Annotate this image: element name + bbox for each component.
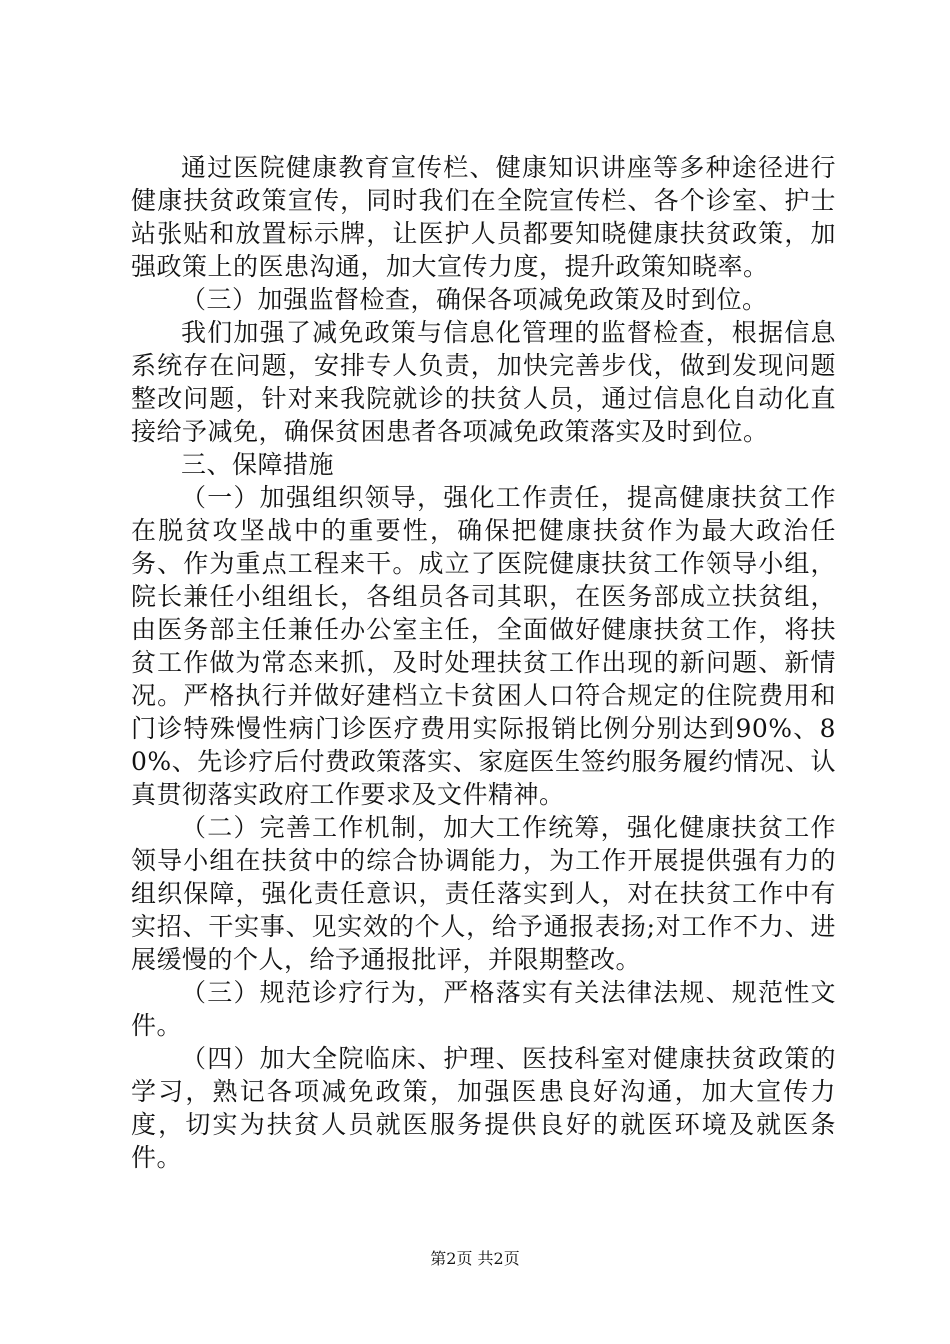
document-body — [131, 151, 836, 1174]
paragraph: 通过医院健康教育宣传栏、健康知识讲座等多种途径进行健康扶贫政策宣传，同时我们在全院宣传栏、各个诊室、护士站张贴和放置标示牌，让医护人员都要知晓健康扶贫政策，加强政策上的医患沟通，加大宣传力度，提升政策知晓率。 — [131, 153, 836, 281]
paragraph: （三）规范诊疗行为，严格落实有关法律法规、规范性文件。 — [131, 978, 836, 1040]
paragraph: （一）加强组织领导，强化工作责任，提高健康扶贫工作在脱贫攻坚战中的重要性，确保把健康扶贫作为最大政治任务、作为重点工程来干。成立了医院健康扶贫工作领导小组，院长兼任小组组长，各组员各司其职，在医务部成立扶贫组，由医务部主任兼任办公室主任，全面做好健康扶贫工作，将扶贫工作做为常态来抓，及时处理扶贫工作出现的新问题、新情况。严格执行并做好建档立卡贫困人口符合规定的住院费用和门诊特殊慢性病门诊医疗费用实际报销比例分别达到90%、80%、先诊疗后付费政策落实、家庭医生签约服务履约情况、认真贯彻落实政府工作要求及文件精神。 — [131, 483, 836, 809]
paragraph: （三）加强监督检查，确保各项减免政策及时到位。 — [181, 285, 768, 314]
paragraph: （四）加大全院临床、护理、医技科室对健康扶贫政策的学习，熟记各项减免政策，加强医患良好沟通，加大宣传力度，切实为扶贫人员就医服务提供良好的就医环境及就医条件。 — [131, 1044, 836, 1172]
paragraph: 我们加强了减免政策与信息化管理的监督检查，根据信息系统存在问题，安排专人负责，加快完善步伐，做到发现问题整改问题，针对来我院就诊的扶贫人员，通过信息化自动化直接给予减免，确保贫困患者各项减免政策落实及时到位。 — [131, 318, 836, 446]
section-heading: 三、保障措施 — [181, 450, 335, 479]
page-number-footer: 第2页 共2页 — [430, 1249, 520, 1268]
paragraph: （二）完善工作机制，加大工作统筹，强化健康扶贫工作领导小组在扶贫中的综合协调能力，为工作开展提供强有力的组织保障，强化责任意识，责任落实到人，对在扶贫工作中有实招、干实事、见实效的个人，给予通报表扬;对工作不力、进展缓慢的个人，给予通报批评，并限期整改。 — [131, 813, 836, 974]
